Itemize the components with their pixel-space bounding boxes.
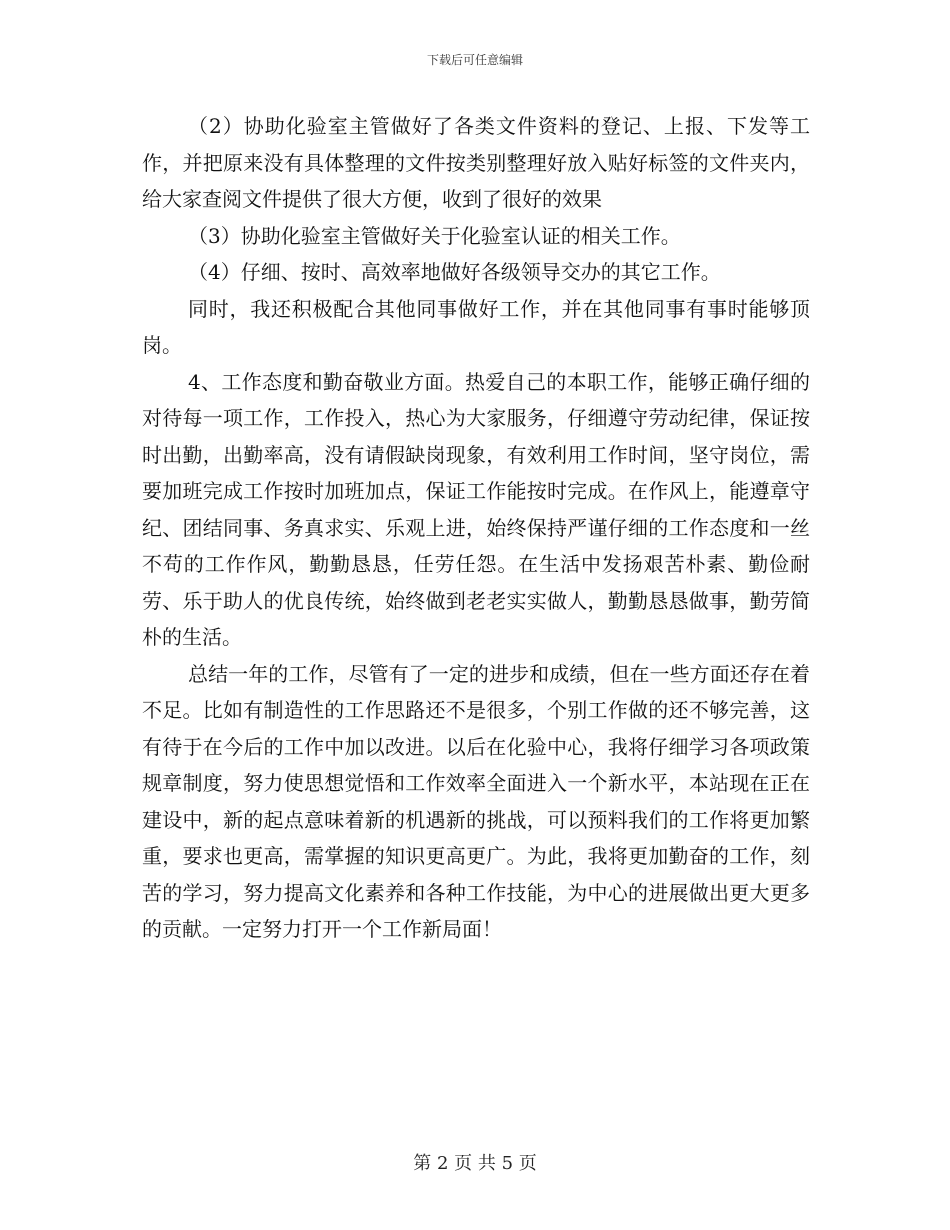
page-footer: 第 2 页 共 5 页: [413, 1153, 537, 1174]
paragraph-cooperation: 同时，我还积极配合其他同事做好工作，并在其他同事有事时能够顶岗。: [142, 296, 810, 357]
paragraph-item-3: （3）协助化验室主管做好关于化验室认证的相关工作。: [188, 223, 681, 248]
paragraph-item-2: （2）协助化验室主管做好了各类文件资料的登记、上报、下发等工作，并把原来没有具体整理的文件按类别整理好放入贴好标签的文件夹内，给大家查阅文件提供了很大方便，收到了很好的效果: [142, 114, 810, 211]
page-header: 下载后可任意编辑: [426, 53, 523, 67]
paragraph-summary: 总结一年的工作，尽管有了一定的进步和成绩，但在一些方面还存在着不足。比如有制造性的工作思路还不是很多，个别工作做的还不够完善，这有待于在今后的工作中加以改进。以后在化验中心，我将仔细学习各项政策规章制度，努力使思想觉悟和工作效率全面进入一个新水平，本站现在正在建设中，新的起点意味着新的机遇新的挑战，可以预料我们的工作将更加繁重，要求也更高，需掌握的知识更高更广。为此，我将更加勤奋的工作，刻苦的学习，努力提高文化素养和各种工作技能，为中心的进展做出更大更多的贡献。一定努力打开一个工作新局面！: [142, 661, 810, 941]
paragraph-item-4: （4）仔细、按时、高效率地做好各级领导交办的其它工作。: [188, 260, 721, 284]
document-body: [142, 108, 810, 948]
paragraph-work-attitude: 4、工作态度和勤奋敬业方面。热爱自己的本职工作，能够正确仔细的对待每一项工作，工作投入，热心为大家服务，仔细遵守劳动纪律，保证按时出勤，出勤率高，没有请假缺岗现象，有效利用工作时间，坚守岗位，需要加班完成工作按时加班加点，保证工作能按时完成。在作风上，能遵章守纪、团结同事、务真求实、乐观上进，始终保持严谨仔细的工作态度和一丝不苟的工作作风，勤勤恳恳，任劳任怨。在生活中发扬艰苦朴素、勤俭耐劳、乐于助人的优良传统，始终做到老老实实做人，勤勤恳恳做事，勤劳简朴的生活。: [142, 369, 810, 649]
